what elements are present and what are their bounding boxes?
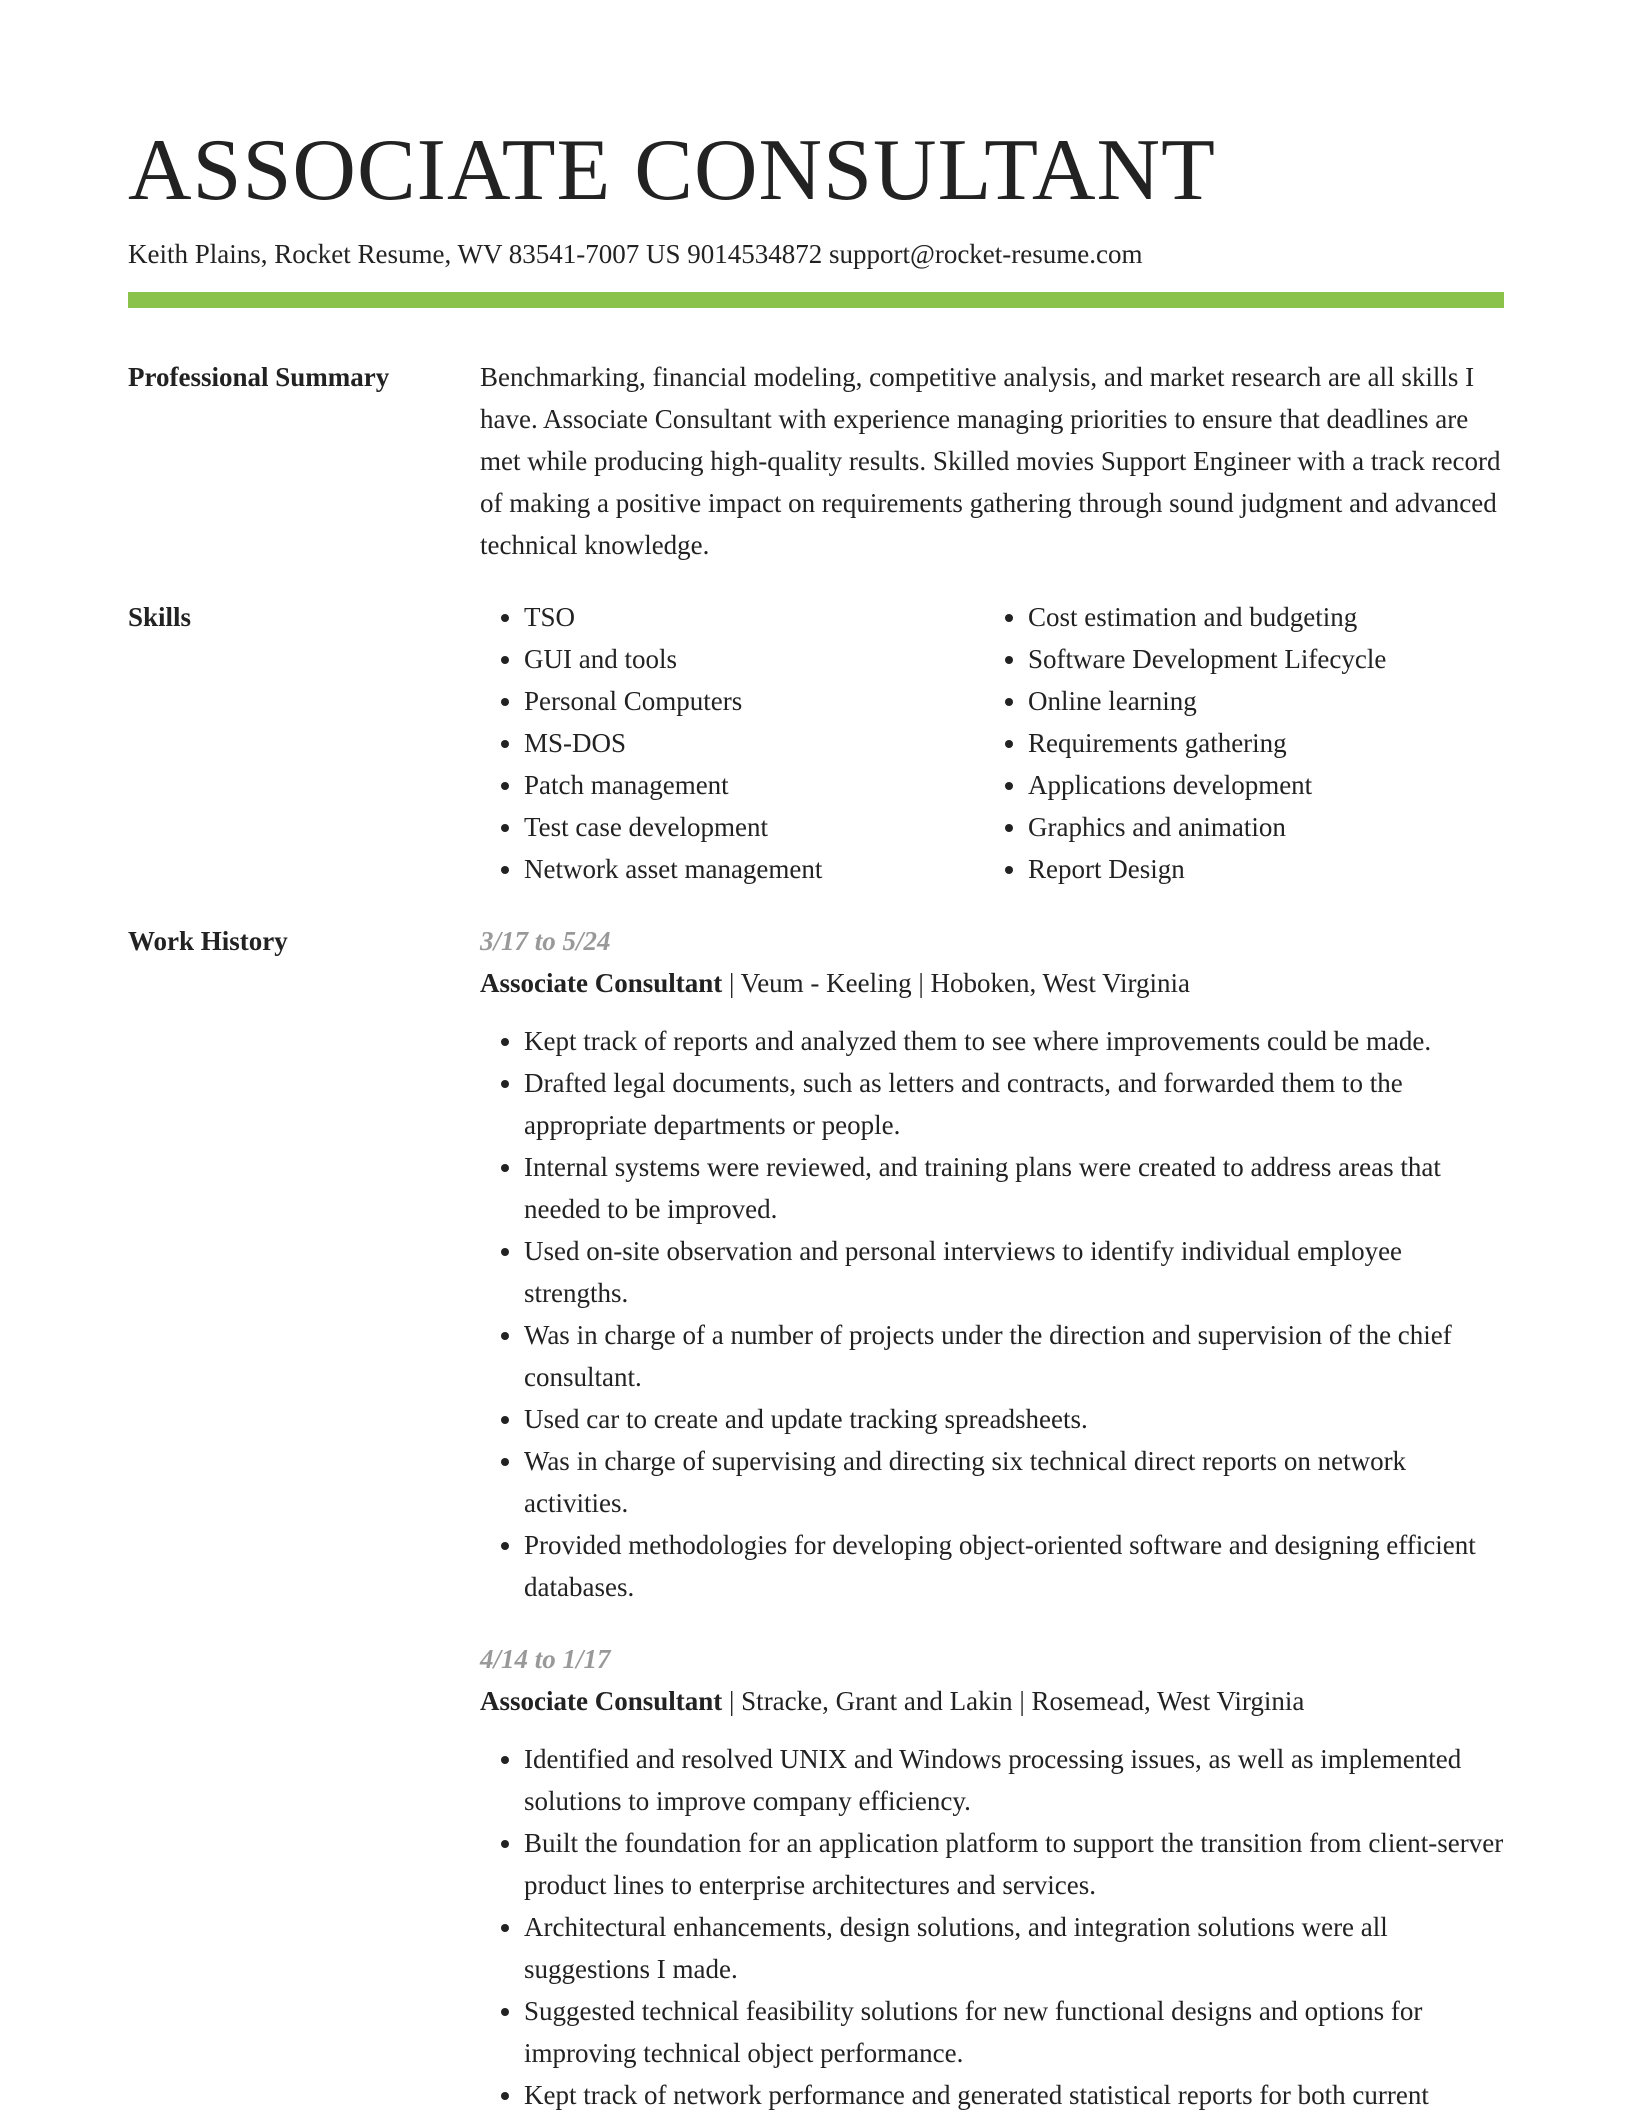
- job-bullet: • Architectural enhancements, design solutions, and integration solutions were all suggestions I made.: [524, 1906, 1504, 1990]
- job-employer-location: | Veum - Keeling | Hoboken, West Virginia: [722, 968, 1190, 998]
- skill-item: • TSO: [524, 596, 984, 638]
- job-bullet: • Used on-site observation and personal interviews to identify individual employee strengths.: [524, 1230, 1504, 1314]
- skills-list-right: [984, 596, 1504, 890]
- job-entry: [480, 920, 1504, 1608]
- work-history-heading: Work History: [128, 926, 288, 956]
- skill-item: • Requirements gathering: [1028, 722, 1504, 764]
- skill-item: • Network asset management: [524, 848, 984, 890]
- job-bullet: • Provided methodologies for developing object-oriented software and designing efficient databases.: [524, 1524, 1504, 1608]
- job-employer-location: | Stracke, Grant and Lakin | Rosemead, West Virginia: [722, 1686, 1305, 1716]
- skill-item: • Online learning: [1028, 680, 1504, 722]
- skill-item: • Graphics and animation: [1028, 806, 1504, 848]
- skill-item: • Test case development: [524, 806, 984, 848]
- summary-text: Benchmarking, financial modeling, competitive analysis, and market research are all skills I have. Associate Consultant with experience managing priorities to ensure that deadlines are met while producing high-quality results. Skilled movies Support Engineer with a track record of making a positive impact on requirements gathering through sound judgment and advanced technical knowledge.: [480, 362, 1501, 560]
- work-history-body: [480, 920, 1504, 2116]
- skill-item: • Patch management: [524, 764, 984, 806]
- contact-line: Keith Plains, Rocket Resume, WV 83541-7007 US 9014534872 support@rocket-resume.com: [128, 239, 1143, 269]
- job-bullets: [480, 1738, 1504, 2116]
- skills-heading: Skills: [128, 602, 192, 632]
- resume-page: [128, 0, 1504, 2116]
- job-bullet: • Identified and resolved UNIX and Windows processing issues, as well as implemented solutions to improve company efficiency.: [524, 1738, 1504, 1822]
- job-bullet: • Was in charge of a number of projects under the direction and supervision of the chief consultant.: [524, 1314, 1504, 1398]
- job-title-line: [480, 1680, 1504, 1722]
- skills-list-left: [480, 596, 984, 890]
- accent-divider: [128, 292, 1504, 308]
- skill-item: • Personal Computers: [524, 680, 984, 722]
- skill-item: • GUI and tools: [524, 638, 984, 680]
- skill-item: • Applications development: [1028, 764, 1504, 806]
- job-bullet: • Was in charge of supervising and directing six technical direct reports on network activities.: [524, 1440, 1504, 1524]
- resume-name-title: ASSOCIATE CONSULTANT: [128, 122, 1216, 219]
- job-bullet: • Built the foundation for an application platform to support the transition from client-server product lines to enterprise architectures and services.: [524, 1822, 1504, 1906]
- summary-body: [480, 356, 1504, 566]
- job-bullet: • Internal systems were reviewed, and training plans were created to address areas that needed to be improved.: [524, 1146, 1504, 1230]
- job-bullets: [480, 1020, 1504, 1608]
- summary-section: [128, 356, 1504, 566]
- job-dates: 4/14 to 1/17: [480, 1644, 611, 1674]
- skills-body: [480, 596, 1504, 890]
- summary-heading: Professional Summary: [128, 362, 390, 392]
- work-history-section: [128, 920, 1504, 2116]
- job-title-line: [480, 962, 1504, 1004]
- skill-item: • MS-DOS: [524, 722, 984, 764]
- job-dates: 3/17 to 5/24: [480, 926, 611, 956]
- job-bullet: • Suggested technical feasibility solutions for new functional designs and options for improving technical object performance.: [524, 1990, 1504, 2074]
- job-title: Associate Consultant: [480, 1686, 723, 1716]
- job-bullet: • Used car to create and update tracking spreadsheets.: [524, 1398, 1504, 1440]
- job-bullet: • Kept track of network performance and generated statistical reports for both current: [524, 2074, 1504, 2116]
- skill-item: • Cost estimation and budgeting: [1028, 596, 1504, 638]
- job-bullet: • Kept track of reports and analyzed them to see where improvements could be made.: [524, 1020, 1504, 1062]
- job-title: Associate Consultant: [480, 968, 723, 998]
- skill-item: • Report Design: [1028, 848, 1504, 890]
- skill-item: • Software Development Lifecycle: [1028, 638, 1504, 680]
- job-bullet: • Drafted legal documents, such as letters and contracts, and forwarded them to the appropriate departments or people.: [524, 1062, 1504, 1146]
- job-entry: [480, 1638, 1504, 2116]
- skills-section: [128, 596, 1504, 890]
